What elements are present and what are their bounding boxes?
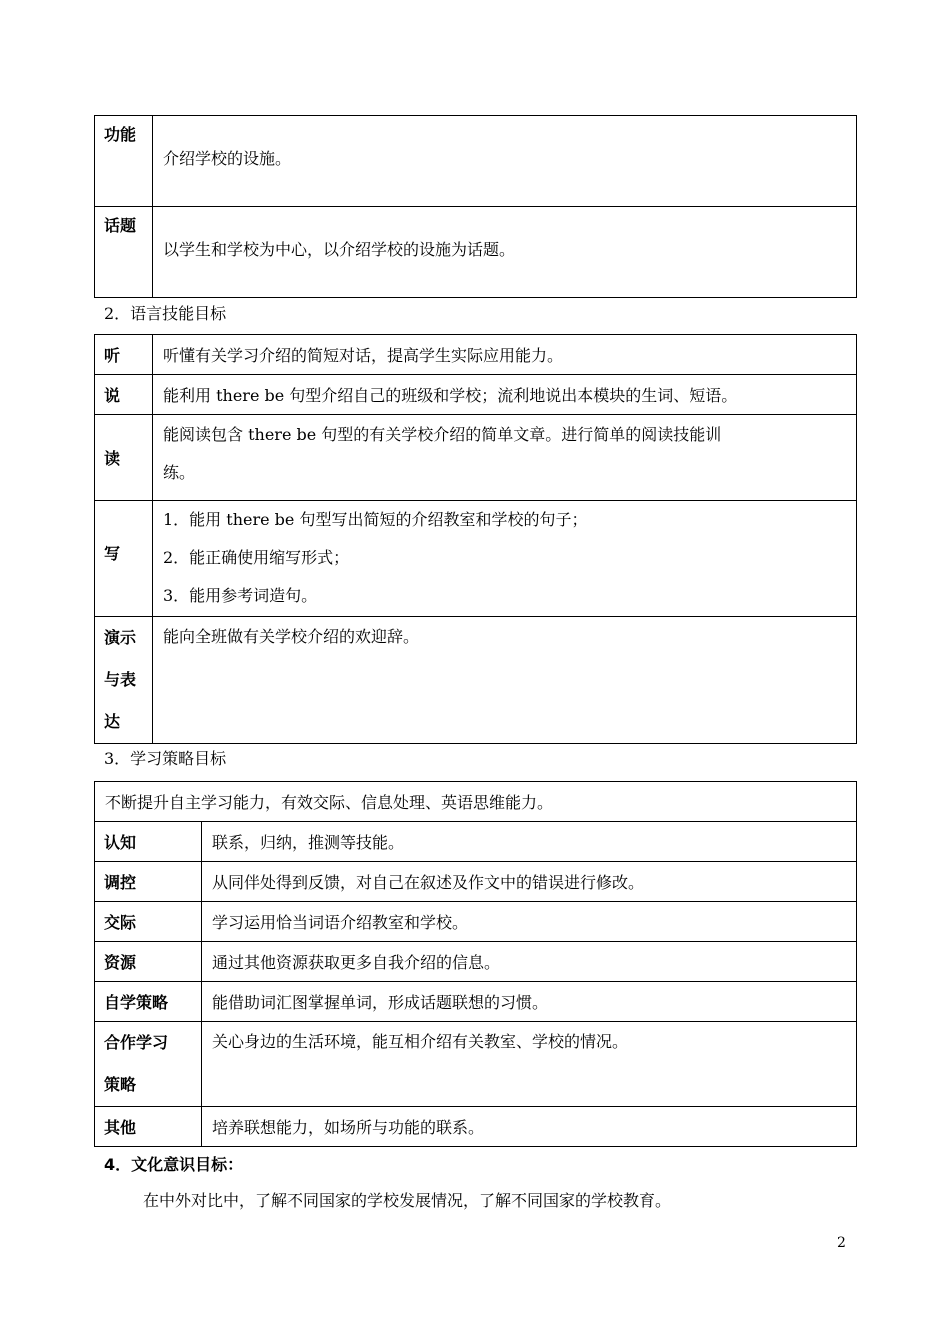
table-row <box>95 822 857 862</box>
table-row <box>95 501 857 617</box>
table-row <box>95 862 857 902</box>
row-value <box>153 415 857 501</box>
row-key: 话题 <box>95 207 153 298</box>
row-key: 其他 <box>95 1107 202 1147</box>
row-value: 学习运用恰当词语介绍教室和学校。 <box>202 902 857 942</box>
key-line: 达 <box>104 712 121 731</box>
table-row <box>95 207 857 298</box>
row-value: 关心身边的生活环境，能互相介绍有关教室、学校的情况。 <box>202 1022 857 1107</box>
key-line: 与表 <box>104 670 137 689</box>
list-item: 1．能用 there be 句型写出简短的介绍教室和学校的句子； <box>163 510 588 529</box>
row-value: 培养联想能力，如场所与功能的联系。 <box>202 1107 857 1147</box>
list-item: 2．能正确使用缩写形式； <box>163 548 350 567</box>
row-key: 自学策略 <box>95 982 202 1022</box>
key-line: 合作学习 <box>104 1033 169 1052</box>
row-value: 能向全班做有关学校介绍的欢迎辞。 <box>153 617 857 744</box>
key-line: 演示 <box>104 628 137 647</box>
list-item: 3．能用参考词造句。 <box>163 586 318 605</box>
row-key: 写 <box>95 501 153 617</box>
table-row <box>95 1022 857 1107</box>
row-value: 通过其他资源获取更多自我介绍的信息。 <box>202 942 857 982</box>
row-value: 以学生和学校为中心，以介绍学校的设施为话题。 <box>153 207 857 298</box>
body-paragraph: 在中外对比中，了解不同国家的学校发展情况，了解不同国家的学校教育。 <box>143 1191 672 1210</box>
table-row <box>95 782 857 822</box>
language-skills-table <box>94 334 857 744</box>
table-row <box>95 1107 857 1147</box>
row-value: 联系，归纳，推测等技能。 <box>202 822 857 862</box>
row-value: 听懂有关学习介绍的简短对话，提高学生实际应用能力。 <box>153 335 857 375</box>
table-row <box>95 116 857 207</box>
row-key: 听 <box>95 335 153 375</box>
table-row <box>95 982 857 1022</box>
row-key: 说 <box>95 375 153 415</box>
key-line: 策略 <box>104 1075 137 1094</box>
row-key: 交际 <box>95 902 202 942</box>
row-key: 认知 <box>95 822 202 862</box>
row-value <box>153 501 857 617</box>
row-value: 能借助词汇图掌握单词，形成话题联想的习惯。 <box>202 982 857 1022</box>
row-key: 功能 <box>95 116 153 207</box>
row-value: 介绍学校的设施。 <box>153 116 857 207</box>
section-heading: 3．学习策略目标 <box>104 749 227 768</box>
table-row <box>95 902 857 942</box>
learning-strategy-table <box>94 781 857 1147</box>
table-row <box>95 335 857 375</box>
table-row <box>95 415 857 501</box>
row-key: 资源 <box>95 942 202 982</box>
table-row <box>95 617 857 744</box>
function-topic-table <box>94 115 857 298</box>
row-key: 读 <box>95 415 153 501</box>
page-number: 2 <box>837 1235 846 1251</box>
value-line: 练。 <box>163 463 196 482</box>
row-key <box>95 1022 202 1107</box>
row-value: 能利用 there be 句型介绍自己的班级和学校；流利地说出本模块的生词、短语。 <box>153 375 857 415</box>
table-intro: 不断提升自主学习能力，有效交际、信息处理、英语思维能力。 <box>95 782 857 822</box>
table-row <box>95 375 857 415</box>
row-value: 从同伴处得到反馈，对自己在叙述及作文中的错误进行修改。 <box>202 862 857 902</box>
row-key <box>95 617 153 744</box>
table-row <box>95 942 857 982</box>
value-line: 能阅读包含 there be 句型的有关学校介绍的简单文章。进行简单的阅读技能训 <box>163 425 722 444</box>
section-heading: 4．文化意识目标： <box>104 1155 244 1174</box>
row-key: 调控 <box>95 862 202 902</box>
section-heading: 2．语言技能目标 <box>104 304 227 323</box>
